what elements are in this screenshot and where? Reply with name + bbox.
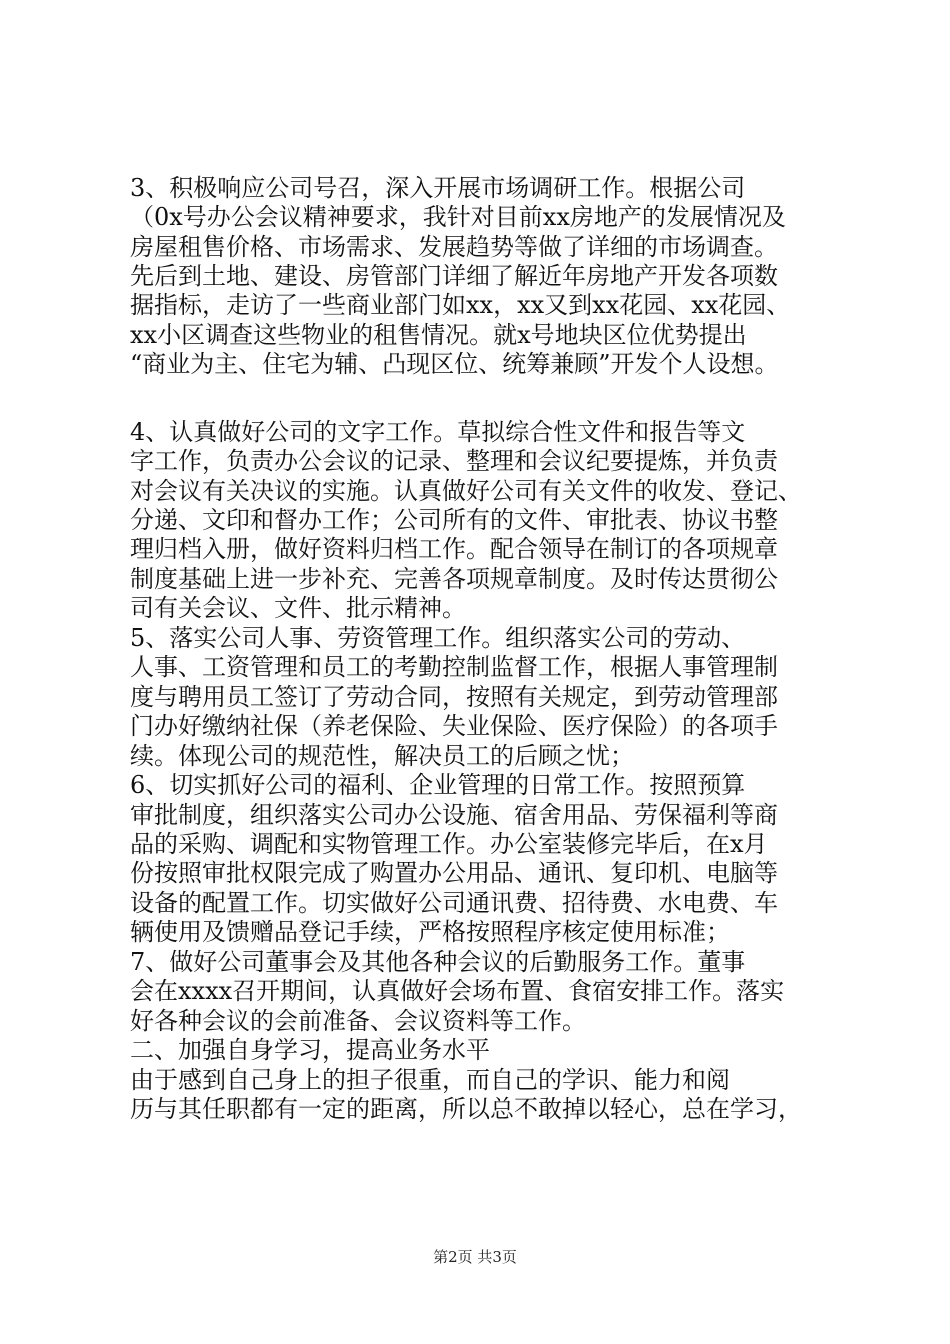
paragraph-6-line-4: 份按照审批权限完成了购置办公用品、通讯、复印机、电脑等 <box>130 859 778 887</box>
paragraph-4-line-4: 分递、文印和督办工作；公司所有的文件、审批表、协议书整 <box>130 506 778 534</box>
paragraph-4-line-6: 制度基础上进一步补充、完善各项规章制度。及时传达贯彻公 <box>130 565 778 593</box>
paragraph-3-line-2: （0x号办公会议精神要求，我针对目前xx房地产的发展情况及 <box>130 203 786 231</box>
paragraph-5-line-3: 度与聘用员工签订了劳动合同，按照有关规定，到劳动管理部 <box>130 683 778 711</box>
paragraph-4-line-2: 字工作，负责办公会议的记录、整理和会议纪要提炼，并负责 <box>130 447 778 475</box>
paragraph-4-line-3: 对会议有关决议的实施。认真做好公司有关文件的收发、登记、 <box>130 477 802 505</box>
paragraph-study-line-2: 历与其任职都有一定的距离，所以总不敢掉以轻心，总在学习， <box>130 1095 802 1123</box>
paragraph-3-line-1: 3、积极响应公司号召，深入开展市场调研工作。根据公司 <box>130 174 746 202</box>
paragraph-4-line-7: 司有关会议、文件、批示精神。 <box>130 594 466 622</box>
paragraph-3-line-5: 据指标，走访了一些商业部门如xx，xx又到xx花园、xx花园、 <box>130 291 791 319</box>
paragraph-6-line-6: 辆使用及馈赠品登记手续，严格按照程序核定使用标准； <box>130 918 730 946</box>
paragraph-5-line-4: 门办好缴纳社保（养老保险、失业保险、医疗保险）的各项手 <box>130 712 778 740</box>
paragraph-6-line-1: 6、切实抓好公司的福利、企业管理的日常工作。按照预算 <box>130 771 746 799</box>
paragraph-3-line-6: xx小区调查这些物业的租售情况。就x号地块区位优势提出 <box>130 321 747 349</box>
paragraph-4-line-1: 4、认真做好公司的文字工作。草拟综合性文件和报告等文 <box>130 418 746 446</box>
paragraph-5-line-1: 5、落实公司人事、劳资管理工作。组织落实公司的劳动、 <box>130 624 746 652</box>
paragraph-7-line-1: 7、做好公司董事会及其他各种会议的后勤服务工作。董事 <box>130 948 746 976</box>
paragraph-4-line-5: 理归档入册，做好资料归档工作。配合领导在制订的各项规章 <box>130 535 778 563</box>
paragraph-5-line-5: 续。体现公司的规范性，解决员工的后顾之忧； <box>130 742 634 770</box>
page-footer: 第2页 共3页 <box>433 1248 517 1266</box>
paragraph-3-line-7: “商业为主、住宅为辅、凸现区位、统筹兼顾”开发个人设想。 <box>130 350 779 378</box>
section-heading: 二、加强自身学习，提高业务水平 <box>130 1036 490 1064</box>
paragraph-6-line-5: 设备的配置工作。切实做好公司通讯费、招待费、水电费、车 <box>130 889 778 917</box>
paragraph-3-line-4: 先后到土地、建设、房管部门详细了解近年房地产开发各项数 <box>130 262 778 290</box>
paragraph-6-line-2: 审批制度，组织落实公司办公设施、宿舍用品、劳保福利等商 <box>130 801 778 829</box>
paragraph-6-line-3: 品的采购、调配和实物管理工作。办公室装修完毕后，在x月 <box>130 830 768 858</box>
paragraph-5-line-2: 人事、工资管理和员工的考勤控制监督工作，根据人事管理制 <box>130 653 778 681</box>
paragraph-study-line-1: 由于感到自己身上的担子很重，而自己的学识、能力和阅 <box>130 1066 730 1094</box>
paragraph-7-line-3: 好各种会议的会前准备、会议资料等工作。 <box>130 1007 586 1035</box>
paragraph-3-line-3: 房屋租售价格、市场需求、发展趋势等做了详细的市场调查。 <box>130 233 778 261</box>
paragraph-7-line-2: 会在xxxx召开期间，认真做好会场布置、食宿安排工作。落实 <box>130 977 785 1005</box>
